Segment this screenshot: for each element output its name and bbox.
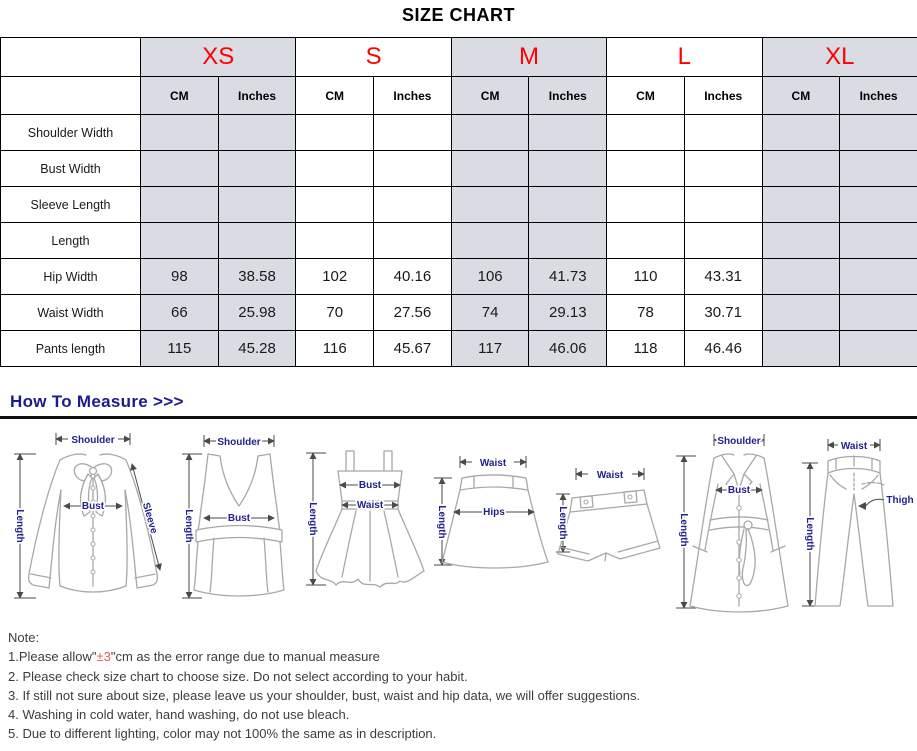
size-cell [762,115,840,151]
size-cell [684,223,762,259]
note1-tolerance: ±3 [96,649,111,665]
size-cell: 38.58 [218,259,296,295]
row-label: Pants length [1,331,141,367]
notes-heading: Note: [8,630,40,645]
unit-header: CM [607,77,685,115]
size-cell [607,187,685,223]
tank-length-label: Length [183,509,194,543]
table-row [1,223,917,259]
size-header-row [1,38,917,77]
size-cell: 66 [141,295,219,331]
table-row [1,115,917,151]
row-label: Hip Width [1,259,141,295]
skirt-waist-label: Waist [479,458,507,469]
size-cell [374,115,452,151]
size-cell [840,151,917,187]
tank-bust-label: Bust [227,513,251,524]
size-header-s: S [296,38,451,77]
size-header-l: L [607,38,762,77]
blouse-shoulder-label: Shoulder [71,435,115,446]
skirt-illustration [430,452,560,584]
table-row [1,295,917,331]
pants-thigh-label: Thigh [886,495,914,506]
size-cell [684,187,762,223]
size-cell [141,151,219,187]
note-line-5: 5. Due to different lighting, color may not 100% the same as in description. [8,726,437,742]
size-cell [218,115,296,151]
size-header-m: M [451,38,606,77]
note-line-1 [8,647,908,666]
size-cell: 30.71 [684,295,762,331]
size-cell: 102 [296,259,374,295]
blouse-bust-label: Bust [81,501,105,512]
size-cell [607,223,685,259]
notes-section [8,628,908,744]
tank-top-illustration [176,430,301,624]
table-row [1,331,917,367]
size-cell: 46.46 [684,331,762,367]
size-cell [451,151,529,187]
corner-cell [1,38,141,77]
table-row [1,259,917,295]
pants-length-label: Length [804,517,815,551]
dress-length-label: Length [307,502,318,536]
unit-header: Inches [218,77,296,115]
size-cell: 29.13 [529,295,607,331]
size-cell [374,223,452,259]
size-cell [141,223,219,259]
unit-header: CM [451,77,529,115]
size-cell [218,223,296,259]
dress-bust-label: Bust [358,480,382,491]
size-cell [840,115,917,151]
skirt-length-label: Length [436,505,447,539]
coat-bust-label: Bust [727,485,751,496]
row-label: Sleeve Length [1,187,141,223]
size-cell [840,187,917,223]
size-cell [296,115,374,151]
size-cell: 106 [451,259,529,295]
size-cell: 78 [607,295,685,331]
size-cell [296,223,374,259]
table-row [1,187,917,223]
unit-header: Inches [374,77,452,115]
pants-illustration [800,428,917,630]
size-cell [218,151,296,187]
size-cell [529,115,607,151]
size-cell: 43.31 [684,259,762,295]
dress-illustration [300,437,440,625]
size-cell: 115 [141,331,219,367]
corner-cell [1,77,141,115]
size-cell [840,223,917,259]
table-row [1,151,917,187]
row-label: Length [1,223,141,259]
size-cell [374,151,452,187]
size-cell [451,187,529,223]
size-cell [762,223,840,259]
size-cell [840,331,917,367]
note-line-2: 2. Please check size chart to choose size. Do not select according to your habit. [8,668,468,684]
note1-suffix: "cm as the error range due to manual measure [110,649,380,665]
note1-prefix: 1.Please allow" [8,649,97,665]
note-line-4: 4. Washing in cold water, hand washing, do not use bleach. [8,707,350,723]
page-title: SIZE CHART [402,5,515,25]
coat-shoulder-label: Shoulder [717,436,761,447]
size-cell [374,187,452,223]
shorts-illustration [554,460,669,575]
size-cell: 40.16 [374,259,452,295]
size-cell: 118 [607,331,685,367]
size-cell [684,115,762,151]
size-cell [141,115,219,151]
size-cell [762,259,840,295]
size-cell: 116 [296,331,374,367]
row-label: Waist Width [1,295,141,331]
size-cell [451,223,529,259]
size-cell: 74 [451,295,529,331]
size-cell [762,151,840,187]
dress-waist-label: Waist [356,500,384,511]
pants-waist-label: Waist [840,441,868,452]
unit-header: Inches [529,77,607,115]
size-cell [840,259,917,295]
unit-header: CM [296,77,374,115]
size-cell [762,295,840,331]
section-divider [0,416,917,419]
unit-header: Inches [684,77,762,115]
unit-header: CM [141,77,219,115]
size-cell: 27.56 [374,295,452,331]
size-cell [762,331,840,367]
size-cell [684,151,762,187]
tank-shoulder-label: Shoulder [217,437,261,448]
size-cell [529,187,607,223]
size-cell [141,187,219,223]
size-cell: 41.73 [529,259,607,295]
size-cell [607,115,685,151]
skirt-hips-label: Hips [483,507,505,518]
unit-header: CM [762,77,840,115]
size-cell: 45.67 [374,331,452,367]
shorts-waist-label: Waist [596,470,624,481]
size-cell [607,151,685,187]
size-header-xl: XL [762,38,917,77]
size-cell: 25.98 [218,295,296,331]
how-to-measure-heading: How To Measure >>> [10,392,184,411]
size-header-xs: XS [141,38,296,77]
size-cell [529,223,607,259]
row-label: Bust Width [1,151,141,187]
unit-header-row [1,77,917,115]
size-cell [762,187,840,223]
size-cell: 98 [141,259,219,295]
note-line-3: 3. If still not sure about size, please leave us your shoulder, bust, waist and hip data, we will offer suggestions. [8,687,641,703]
size-cell: 70 [296,295,374,331]
unit-header: Inches [840,77,917,115]
shorts-length-label: Length [557,506,568,540]
size-cell: 46.06 [529,331,607,367]
coat-length-label: Length [678,513,689,547]
measurement-figures [0,428,917,630]
blouse-illustration [8,428,173,628]
size-table [0,37,917,367]
blouse-sleeve-label: Sleeve [139,501,160,535]
coat-illustration [660,428,810,630]
size-cell [296,187,374,223]
size-cell [529,151,607,187]
size-cell [218,187,296,223]
size-cell: 45.28 [218,331,296,367]
size-cell [296,151,374,187]
size-cell [451,115,529,151]
size-cell: 110 [607,259,685,295]
size-cell [840,295,917,331]
size-cell: 117 [451,331,529,367]
row-label: Shoulder Width [1,115,141,151]
blouse-length-label: Length [14,509,25,543]
